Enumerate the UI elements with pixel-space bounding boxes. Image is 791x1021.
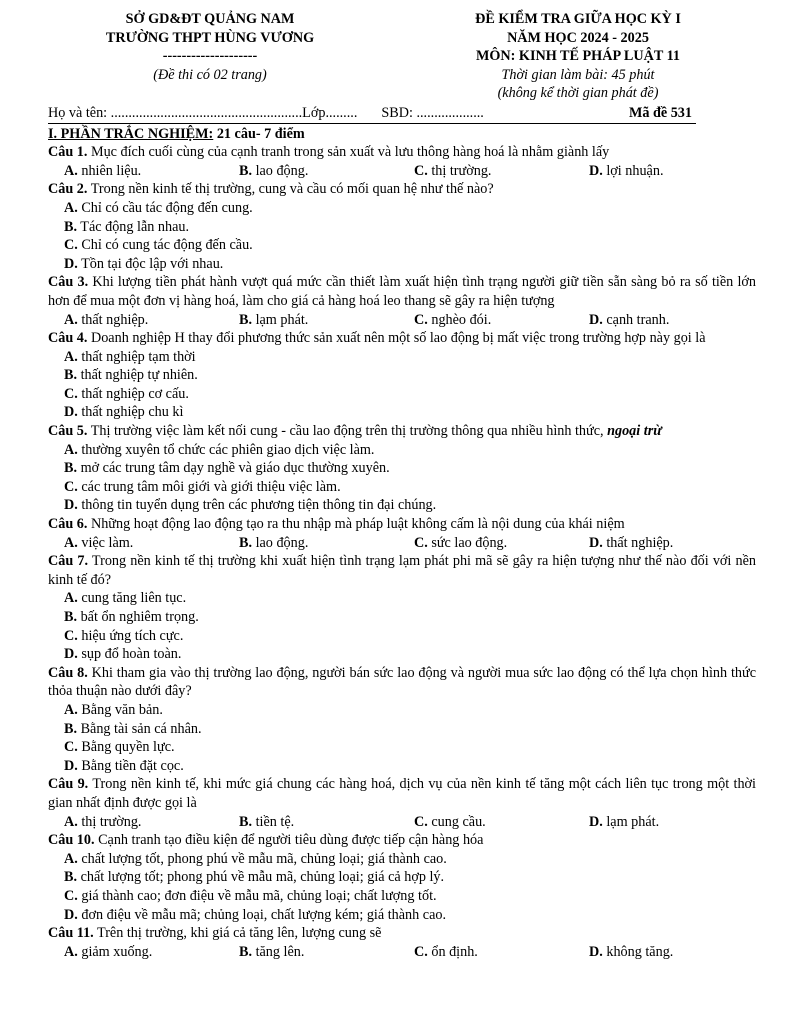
answer-option (239, 534, 414, 553)
question-text: Những hoạt động lao động tạo ra thu nhập mà pháp luật không cấm là nội dung của khái niệm (87, 516, 625, 533)
answer-option (64, 441, 756, 460)
option-letter: B. (64, 609, 78, 625)
question-text: Doanh nghiệp H thay đổi phương thức sản xuất nên một số lao động bị mất việc trong trường hợp này gọi là (87, 330, 706, 347)
question-stem (48, 143, 756, 162)
answer-option (239, 311, 414, 330)
question-number: Câu 6. (48, 516, 88, 533)
option-text: Bằng tài sản cá nhân. (77, 720, 202, 737)
question-item (48, 329, 756, 422)
option-text: thất nghiệp tạm thời (77, 348, 196, 365)
answer-options (48, 199, 756, 273)
answer-option (64, 850, 756, 869)
question-stem (48, 515, 756, 534)
exam-title-block (408, 10, 748, 103)
answer-option (64, 459, 756, 478)
answer-option (64, 757, 415, 776)
option-text: Tác động lẫn nhau. (77, 218, 190, 235)
answer-option (589, 813, 659, 832)
question-stem (48, 831, 756, 850)
option-text: thất nghiệp tự nhiên. (77, 367, 198, 384)
option-letter: B. (64, 720, 78, 737)
option-letter: C. (414, 534, 428, 551)
section-title-rest: 21 câu- 7 điểm (213, 125, 305, 142)
sbd-field: SBD: ................... (381, 104, 484, 121)
option-text: lợi nhuận. (602, 162, 664, 179)
exam-title: ĐỀ KIỂM TRA GIỮA HỌC KỲ I (475, 11, 681, 27)
option-letter: D. (589, 943, 603, 960)
option-text: lạm phát. (252, 311, 309, 328)
option-letter: C. (64, 887, 78, 904)
question-stem (48, 180, 756, 199)
option-letter: A. (64, 590, 78, 607)
option-text: thất nghiệp chu kì (77, 404, 184, 421)
answer-option (64, 589, 415, 608)
option-text: lao động. (252, 162, 309, 179)
option-letter: D. (64, 404, 78, 421)
option-letter: D. (64, 255, 78, 272)
option-letter: D. (64, 497, 78, 514)
question-text: Khi tham gia vào thị trường lao động, người bán sức lao động và người mua sức lao động có thể lựa chọn hình thức thỏa thuận nào dưới đây? (48, 664, 756, 700)
answer-option (64, 496, 756, 515)
answer-option (589, 162, 664, 181)
answer-option (64, 385, 415, 404)
option-text: chất lượng tốt, phong phú về mẫu mã, chủng loại; giá thành cao. (77, 850, 447, 867)
header-divider: -------------------- (162, 48, 258, 65)
question-text: Trong nền kinh tế, khi mức giá chung các hàng hoá, dịch vụ của nền kinh tế tăng một cách liên tục trong một thời gian nhất định được gọi là (48, 776, 757, 811)
option-letter: C. (64, 627, 78, 644)
option-text: cung cầu. (427, 813, 486, 830)
answer-options (48, 813, 756, 832)
option-text: đơn điệu về mẫu mã; chủng loại, chất lượng kém; giá thành cao. (77, 906, 447, 923)
subject-title: MÔN: KINH TẾ PHÁP LUẬT 11 (475, 48, 681, 65)
answer-option (589, 534, 673, 553)
question-number: Câu 11. (48, 925, 94, 942)
answer-options (48, 311, 756, 330)
option-letter: A. (64, 199, 78, 216)
question-item (48, 775, 756, 831)
option-text: nghèo đói. (427, 311, 492, 328)
answer-options (48, 441, 756, 515)
question-stem (48, 273, 756, 310)
answer-option (64, 906, 756, 925)
question-stem (48, 552, 756, 589)
option-letter: B. (239, 311, 253, 328)
option-letter: C. (64, 739, 78, 756)
section-title-underlined: I. PHẦN TRẮC NGHIỆM: (48, 125, 214, 142)
answer-option (239, 943, 414, 962)
question-number: Câu 9. (48, 776, 89, 793)
department-name: SỞ GD&ĐT QUẢNG NAM (125, 11, 295, 27)
question-item (48, 664, 756, 776)
option-letter: C. (64, 237, 78, 254)
question-stem (48, 329, 756, 348)
option-letter: D. (589, 813, 603, 830)
question-list (48, 143, 756, 961)
question-number: Câu 4. (48, 330, 88, 347)
option-letter: C. (414, 943, 428, 960)
answer-option (589, 943, 673, 962)
option-letter: C. (414, 813, 428, 830)
option-text: sức lao động. (427, 534, 508, 551)
option-letter: A. (64, 701, 78, 718)
option-letter: A. (64, 534, 78, 551)
option-text: Bằng quyền lực. (77, 739, 175, 756)
answer-option (64, 627, 415, 646)
student-info-line (48, 104, 696, 124)
answer-option (64, 218, 415, 237)
option-text: Chỉ có cung tác động đến cầu. (77, 237, 253, 254)
option-text: Bằng văn bản. (77, 701, 163, 718)
answer-option (64, 478, 756, 497)
question-number: Câu 8. (48, 664, 88, 681)
option-text: thường xuyên tổ chức các phiên giao dịch việc làm. (77, 441, 375, 458)
option-text: Chỉ có cầu tác động đến cung. (77, 199, 253, 216)
option-letter: B. (64, 367, 78, 384)
option-text: không tăng. (602, 943, 674, 960)
option-letter: B. (239, 162, 253, 179)
option-letter: C. (64, 385, 78, 402)
answer-option (414, 813, 589, 832)
answer-option (64, 255, 415, 274)
question-emphasis: ngoại trừ (607, 423, 662, 440)
exam-page (48, 10, 756, 961)
option-text: thất nghiệp. (77, 311, 149, 328)
page-count-note: (Đề thi có 02 trang) (153, 66, 267, 83)
school-year: NĂM HỌC 2024 - 2025 (507, 29, 649, 46)
option-text: giảm xuống. (77, 943, 153, 960)
option-letter: D. (64, 906, 78, 923)
question-text: Mục đích cuối cùng của cạnh tranh trong sản xuất và lưu thông hàng hoá là nhằm giành lấy (87, 144, 610, 161)
answer-option (64, 887, 756, 906)
option-letter: D. (589, 311, 603, 328)
option-text: các trung tâm môi giới và giới thiệu việc làm. (77, 478, 341, 495)
answer-option (414, 162, 589, 181)
answer-option (64, 199, 415, 218)
option-letter: A. (64, 162, 78, 179)
option-letter: A. (64, 441, 78, 458)
option-text: tiền tệ. (252, 813, 295, 830)
option-text: mở các trung tâm dạy nghề và giáo dục thường xuyên. (77, 460, 390, 477)
section-title (48, 125, 756, 144)
question-text: Trong nền kinh tế thị trường, cung và cầu có mối quan hệ như thế nào? (87, 181, 494, 198)
time-limit: Thời gian làm bài: 45 phút (501, 66, 655, 83)
question-number: Câu 5. (48, 423, 88, 440)
question-item (48, 180, 756, 273)
option-text: chất lượng tốt; phong phú về mẫu mã, chủng loại; giá cả hợp lý. (77, 869, 445, 886)
option-text: lạm phát. (602, 813, 660, 830)
option-text: thị trường. (427, 162, 492, 179)
option-text: thất nghiệp. (602, 534, 674, 551)
answer-option (414, 311, 589, 330)
answer-option (64, 534, 239, 553)
answer-options (48, 943, 756, 962)
question-text: Khi lượng tiền phát hành vượt quá mức cần thiết làm xuất hiện tình trạng người giữ tiền sẵn sàng bỏ ra số tiền lớn hơn để mua một đơn vị hàng hoá, làm cho giá cả hàng hoá leo thang sẽ gây ra hiện tượng (48, 274, 756, 309)
question-number: Câu 1. (48, 144, 88, 161)
answer-options (48, 534, 756, 553)
answer-options (48, 348, 756, 422)
option-letter: B. (239, 943, 253, 960)
question-text: Trên thị trường, khi giá cả tăng lên, lượng cung sẽ (93, 925, 382, 942)
option-letter: C. (414, 311, 428, 328)
option-text: nhiên liệu. (77, 162, 142, 179)
answer-option (64, 720, 415, 739)
option-text: hiệu ứng tích cực. (77, 627, 184, 644)
option-text: Tồn tại độc lập với nhau. (77, 255, 224, 272)
option-letter: D. (589, 534, 603, 551)
option-text: thông tin tuyển dụng trên các phương tiện thông tin đại chúng. (77, 497, 437, 514)
option-letter: A. (64, 850, 78, 867)
option-letter: D. (64, 646, 78, 663)
question-number: Câu 2. (48, 181, 88, 198)
option-letter: C. (64, 478, 78, 495)
option-letter: A. (64, 348, 78, 365)
question-item (48, 831, 756, 924)
answer-options (48, 589, 756, 663)
question-item (48, 515, 756, 552)
answer-option (239, 813, 414, 832)
exam-code: Mã đề 531 (628, 104, 692, 121)
option-letter: A. (64, 943, 78, 960)
answer-option (64, 645, 415, 664)
question-item (48, 552, 756, 664)
option-text: việc làm. (77, 534, 134, 551)
answer-option (64, 943, 239, 962)
question-item (48, 273, 756, 329)
answer-option (64, 403, 415, 422)
option-text: cung tăng liên tục. (77, 590, 187, 607)
answer-option (64, 162, 239, 181)
question-number: Câu 7. (48, 553, 89, 570)
question-number: Câu 10. (48, 832, 95, 849)
option-letter: A. (64, 311, 78, 328)
question-stem (48, 924, 756, 943)
question-number: Câu 3. (48, 274, 89, 291)
option-text: cạnh tranh. (602, 311, 670, 328)
option-letter: B. (64, 218, 78, 235)
option-text: ổn định. (427, 943, 478, 960)
option-text: bất ổn nghiêm trọng. (77, 609, 199, 625)
school-name: TRƯỜNG THPT HÙNG VƯƠNG (105, 29, 315, 46)
answer-option (64, 701, 415, 720)
answer-options (48, 701, 756, 775)
option-letter: A. (64, 813, 78, 830)
answer-option (589, 311, 669, 330)
option-letter: B. (64, 869, 78, 886)
question-text: Thị trường việc làm kết nối cung - cầu lao động trên thị trường thông qua nhiều hình thức, (87, 423, 608, 440)
option-text: Bằng tiền đặt cọc. (77, 757, 184, 774)
option-text: thị trường. (77, 813, 142, 830)
option-letter: D. (589, 162, 603, 179)
question-item (48, 924, 756, 961)
answer-option (414, 534, 589, 553)
answer-option (414, 943, 589, 962)
time-note: (không kể thời gian phát đề) (497, 85, 659, 102)
question-text: Cạnh tranh tạo điều kiện để người tiêu dùng được tiếp cận hàng hóa (94, 832, 484, 849)
exam-header (48, 10, 756, 103)
name-class-field: Họ và tên: ......................................................Lớp......... (48, 104, 358, 121)
answer-options (48, 850, 756, 924)
answer-options (48, 162, 756, 181)
question-item (48, 422, 756, 515)
question-stem (48, 664, 756, 701)
question-item (48, 143, 756, 180)
option-text: giá thành cao; đơn điệu về mẫu mã, chủng loại; chất lượng tốt. (77, 887, 437, 904)
option-text: sụp đổ hoàn toàn. (77, 646, 182, 663)
answer-option (64, 236, 415, 255)
answer-option (64, 868, 756, 887)
answer-option (64, 738, 415, 757)
option-text: tăng lên. (252, 943, 305, 960)
option-text: lao động. (252, 534, 309, 551)
question-stem (48, 775, 756, 812)
option-text: thất nghiệp cơ cấu. (77, 385, 189, 402)
answer-option (64, 813, 239, 832)
answer-option (64, 366, 415, 385)
answer-option (64, 311, 239, 330)
option-letter: D. (64, 757, 78, 774)
school-block (50, 10, 370, 103)
answer-option (64, 608, 415, 627)
option-letter: C. (414, 162, 428, 179)
option-letter: B. (239, 534, 253, 551)
question-text: Trong nền kinh tế thị trường khi xuất hiện tình trạng lạm phát phi mã sẽ gây ra hiện tượng như thế nào đối với nền kinh tế đó? (48, 553, 757, 588)
question-stem (48, 422, 756, 441)
option-letter: B. (64, 460, 78, 477)
answer-option (239, 162, 414, 181)
option-letter: B. (239, 813, 253, 830)
answer-option (64, 348, 415, 367)
